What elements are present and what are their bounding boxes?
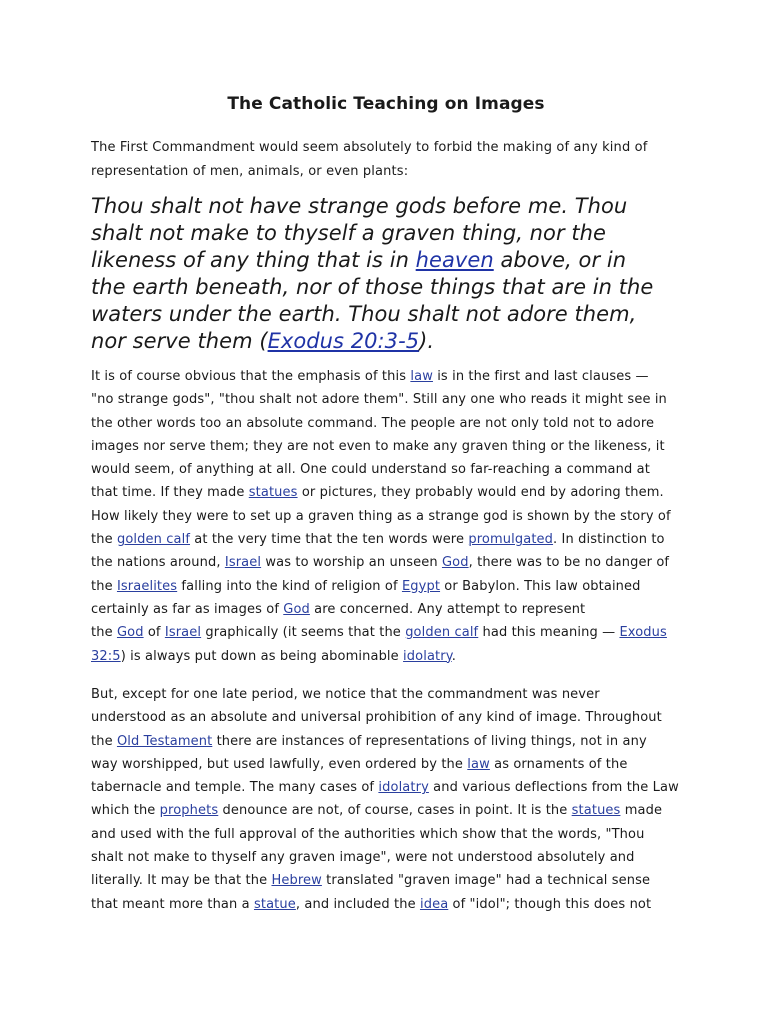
link-heaven[interactable]: heaven bbox=[415, 248, 494, 272]
link-golden-calf[interactable]: golden calf bbox=[405, 625, 479, 641]
p1-text: ) is always put down as being abominable bbox=[120, 648, 404, 664]
p2-line bbox=[91, 776, 681, 799]
link-idea[interactable]: idea bbox=[419, 896, 449, 912]
quote-line bbox=[91, 328, 681, 355]
p2-text: literally. It may be that the bbox=[91, 873, 272, 889]
link-israel[interactable]: Israel bbox=[224, 555, 262, 571]
p2-text: tabernacle and temple. The many cases of bbox=[91, 780, 379, 796]
paragraph-2 bbox=[91, 683, 681, 916]
intro-paragraph bbox=[91, 136, 681, 183]
paragraph-1 bbox=[91, 365, 681, 668]
link-idolatry[interactable]: idolatry bbox=[378, 780, 429, 796]
p2-text: there are instances of representations of living things, not in any bbox=[212, 733, 647, 749]
p1-text: had this meaning — bbox=[478, 625, 620, 641]
link-statues[interactable]: statues bbox=[571, 803, 621, 819]
link-golden-calf[interactable]: golden calf bbox=[116, 532, 191, 548]
p1-text: the bbox=[91, 532, 117, 548]
link-exodus-32-5[interactable]: Exodus bbox=[619, 625, 667, 641]
p1-line: "no strange gods", "thou shalt not adore them". Still any one who reads it might see in bbox=[91, 392, 667, 408]
link-god[interactable]: God bbox=[283, 601, 310, 617]
p1-text: that time. If they made bbox=[91, 485, 249, 501]
p2-text: as ornaments of the bbox=[489, 756, 628, 772]
p1-text: is in the first and last clauses — bbox=[432, 369, 649, 384]
p1-line bbox=[91, 621, 681, 644]
p1-text: was to worship an unseen bbox=[261, 555, 442, 571]
link-exodus-32-5[interactable]: 32:5 bbox=[91, 648, 121, 664]
link-old-testament[interactable]: Old Testament bbox=[116, 733, 213, 749]
link-statue[interactable]: statue bbox=[253, 896, 296, 912]
p2-text: which the bbox=[91, 803, 160, 819]
intro-line: representation of men, animals, or even plants: bbox=[91, 163, 409, 179]
link-israelites[interactable]: Israelites bbox=[116, 578, 178, 594]
p1-text: of bbox=[143, 625, 165, 641]
p1-text: certainly as far as images of bbox=[91, 601, 284, 617]
p2-text: way worshipped, but used lawfully, even ordered by the bbox=[91, 756, 468, 772]
scripture-quote bbox=[91, 193, 681, 355]
link-law[interactable]: law bbox=[410, 369, 433, 384]
p2-line: understood as an absolute and universal prohibition of any kind of image. Throughout bbox=[91, 710, 662, 726]
p1-text: the bbox=[91, 578, 117, 594]
p1-line: How likely they were to set up a graven thing as a strange god is shown by the story of bbox=[91, 508, 671, 524]
p1-text: , there was to be no danger of bbox=[468, 555, 670, 571]
p2-text: that meant more than a bbox=[91, 896, 254, 912]
p2-text: of "idol"; though this does not bbox=[448, 896, 652, 912]
link-prophets[interactable]: prophets bbox=[159, 803, 219, 819]
quote-line: Thou shalt not have strange gods before me. Thou bbox=[91, 194, 628, 218]
p1-text: falling into the kind of religion of bbox=[177, 578, 402, 594]
p1-line bbox=[91, 528, 681, 551]
p1-line bbox=[91, 575, 681, 598]
link-law[interactable]: law bbox=[467, 756, 490, 772]
p2-line: But, except for one late period, we notice that the commandment was never bbox=[91, 687, 600, 702]
p1-line bbox=[91, 598, 681, 621]
p1-line: would seem, of anything at all. One could understand so far-reaching a command at bbox=[91, 462, 650, 478]
p1-text: It is of course obvious that the emphasis of this bbox=[91, 369, 411, 384]
p2-line bbox=[91, 893, 681, 916]
p1-text: . In distinction to bbox=[553, 532, 665, 548]
p1-text: at the very time that the ten words were bbox=[190, 532, 469, 548]
quote-text: ). bbox=[419, 329, 435, 353]
link-egypt[interactable]: Egypt bbox=[401, 578, 441, 594]
p2-line bbox=[91, 730, 681, 753]
p1-text: graphically (it seems that the bbox=[201, 625, 406, 641]
p2-line: and used with the full approval of the authorities which show that the words, "Thou bbox=[91, 826, 645, 842]
p2-line bbox=[91, 869, 681, 892]
p2-line bbox=[91, 753, 681, 776]
link-exodus-20-3-5[interactable]: Exodus 20:3-5 bbox=[267, 329, 420, 353]
p2-text: made bbox=[620, 803, 663, 819]
p1-line bbox=[91, 645, 681, 668]
link-god[interactable]: God bbox=[441, 555, 469, 571]
p1-text: are concerned. Any attempt to represent bbox=[309, 601, 586, 617]
p1-line bbox=[91, 481, 681, 504]
p1-line: images nor serve them; they are not even to make any graven thing or the likeness, it bbox=[91, 438, 665, 454]
quote-line bbox=[91, 247, 681, 274]
quote-line: waters under the earth. Thou shalt not adore them, bbox=[91, 302, 637, 326]
p2-line bbox=[91, 799, 681, 822]
p1-line bbox=[91, 365, 681, 388]
intro-line: The First Commandment would seem absolutely to forbid the making of any kind of bbox=[91, 140, 648, 155]
link-hebrew[interactable]: Hebrew bbox=[271, 873, 322, 889]
p1-line bbox=[91, 551, 681, 574]
p2-line: shalt not make to thyself any graven image", were not understood absolutely and bbox=[91, 850, 635, 866]
p1-line: the other words too an absolute command. The people are not only told not to adore bbox=[91, 415, 655, 431]
p2-text: the bbox=[91, 733, 117, 749]
quote-line: shalt not make to thyself a graven thing, nor the bbox=[91, 221, 606, 245]
link-god[interactable]: God bbox=[116, 625, 144, 641]
quote-text: above, or in bbox=[493, 248, 627, 272]
p1-text: . bbox=[451, 648, 456, 664]
link-promulgated[interactable]: promulgated bbox=[468, 532, 554, 548]
p2-text: and various deflections from the Law bbox=[428, 780, 679, 796]
quote-line: the earth beneath, nor of those things that are in the bbox=[91, 275, 654, 299]
quote-text: nor serve them ( bbox=[91, 329, 268, 353]
p1-text: or pictures, they probably would end by adoring them. bbox=[297, 485, 664, 501]
p1-text: the bbox=[91, 625, 117, 641]
p2-text: translated "graven image" had a technical sense bbox=[321, 873, 651, 889]
p2-text: denounce are not, of course, cases in point. It is the bbox=[218, 803, 572, 819]
link-israel[interactable]: Israel bbox=[164, 625, 202, 641]
quote-text: likeness of any thing that is in bbox=[91, 248, 416, 272]
link-idolatry[interactable]: idolatry bbox=[403, 648, 452, 664]
page-title: The Catholic Teaching on Images bbox=[227, 94, 545, 114]
p1-text: the nations around, bbox=[91, 555, 225, 571]
p2-text: , and included the bbox=[295, 896, 420, 912]
link-statues[interactable]: statues bbox=[248, 485, 298, 501]
p1-text: or Babylon. This law obtained bbox=[440, 578, 641, 594]
